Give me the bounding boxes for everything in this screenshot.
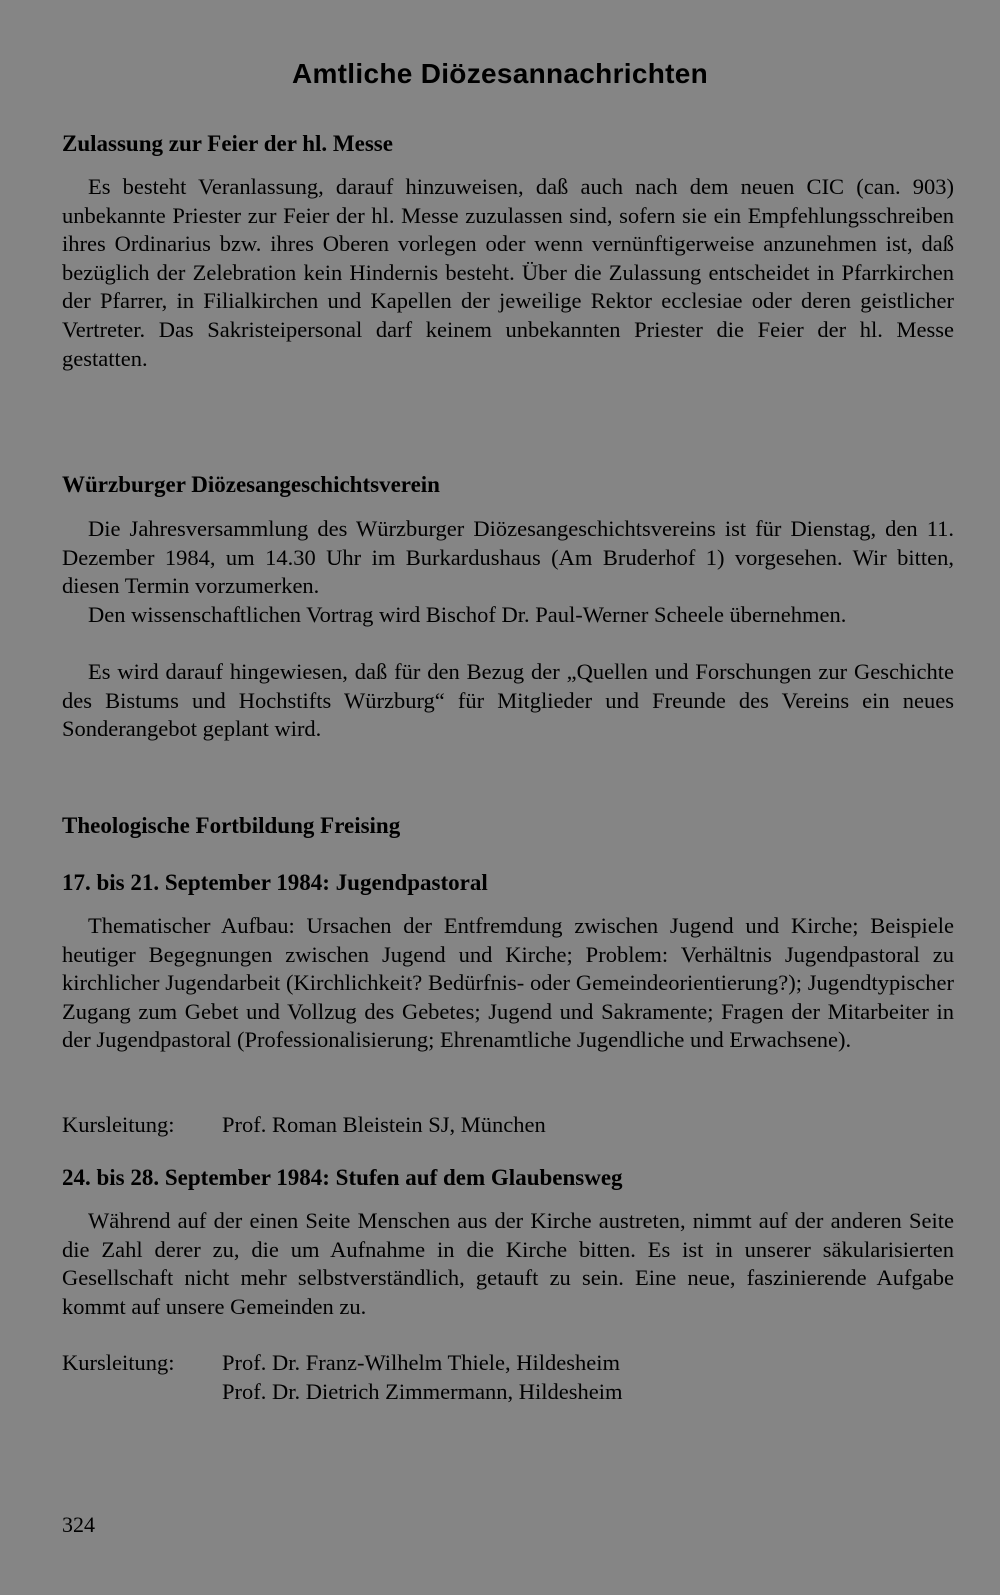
paragraph-course-glaubensweg — [62, 1207, 954, 1321]
section-heading-zulassung: Zulassung zur Feier der hl. Messe — [62, 131, 393, 156]
course-leader-label: Kursleitung: — [62, 1112, 175, 1137]
paragraph-zulassung-text: Es besteht Veranlassung, darauf hinzuweisen, daß auch nach dem neuen CIC (can. 903) unbekannte Priester zur Feier der hl. Messe zuzulassen sind, sofern sie ein Empfehlungsschreiben ihres Ordinarius bzw. ihres Oberen vorlegen oder wenn vernünftigerweise anzunehmen ist, daß bezüglich der Zelebration kein Hindernis besteht. Über die Zulassung entscheidet in Pfarrkirchen der Pfarrer, in Filialkirchen und Kapellen der jeweilige Rektor ecclesiae oder deren geistlicher Vertreter. Das Sakristeipersonal darf keinem unbekannten Priester die Feier der hl. Messe gestatten. — [62, 174, 954, 371]
course-leader-jugendpastoral — [62, 1112, 546, 1138]
paragraph-course-jugendpastoral — [62, 912, 954, 1055]
course-leader-label: Kursleitung: — [62, 1350, 175, 1375]
section-heading-fortbildung: Theologische Fortbildung Freising — [62, 813, 401, 838]
course-leader-name: Prof. Dr. Franz-Wilhelm Thiele, Hildesheim — [222, 1350, 620, 1375]
paragraph-verein-2 — [62, 601, 954, 630]
paragraph-course-glaubensweg-text: Während auf der einen Seite Menschen aus der Kirche austreten, nimmt auf der anderen Seite die Zahl derer zu, die um Aufnahme in die Kirche bitten. Es ist in unserer säkularisierten Gesellschaft nicht mehr selbstverständlich, getauft zu sein. Eine neue, faszinierende Aufgabe kommt auf unsere Gemeinden zu. — [62, 1208, 954, 1319]
page-number: 324 — [62, 1512, 95, 1537]
course-leader-glaubensweg-1 — [62, 1350, 620, 1376]
page-title: Amtliche Diözesannachrichten — [291, 58, 709, 89]
paragraph-verein-1 — [62, 515, 954, 601]
paragraph-zulassung — [62, 173, 954, 373]
course-title-jugendpastoral: 17. bis 21. September 1984: Jugendpastoral — [62, 870, 488, 895]
paragraph-verein-2-text: Den wissenschaftlichen Vortrag wird Bischof Dr. Paul-Werner Scheele übernehmen. — [88, 602, 847, 627]
section-heading-verein: Würzburger Diözesangeschichtsverein — [62, 472, 440, 497]
paragraph-course-jugendpastoral-text: Thematischer Aufbau: Ursachen der Entfremdung zwischen Jugend und Kirche; Beispiele heutiger Begegnungen zwischen Jugend und Kirche; Problem: Verhältnis Jugendpastoral zu kirchlicher Jugendarbeit (Kirchlichkeit? Bedürfnis- oder Gemeindeorientierung?); Jugendtypischer Zugang zum Gebet und Vollzug des Gebetes; Jugend und Sakramente; Fragen der Mitarbeiter in der Jugendpastoral (Professionalisierung; Ehrenamtliche Jugendliche und Erwachsene). — [62, 913, 954, 1053]
course-leader-glaubensweg-2 — [62, 1379, 623, 1405]
course-leader-name: Prof. Roman Bleistein SJ, München — [222, 1112, 546, 1137]
paragraph-verein-1-text: Die Jahresversammlung des Würzburger Diözesangeschichtsvereins ist für Dienstag, den 11. Dezember 1984, um 14.30 Uhr im Burkardushaus (Am Bruderhof 1) vorgesehen. Wir bitten, diesen Termin vorzumerken. — [62, 516, 954, 599]
course-leader-name: Prof. Dr. Dietrich Zimmermann, Hildesheim — [222, 1379, 623, 1404]
paragraph-verein-3-text: Es wird darauf hingewiesen, daß für den Bezug der „Quellen und Forschungen zur Geschichte des Bistums und Hochstifts Würzburg“ für Mitglieder und Freunde des Vereins ein neues Sonderangebot geplant wird. — [62, 659, 954, 742]
paragraph-verein-3 — [62, 658, 954, 744]
course-title-glaubensweg: 24. bis 28. September 1984: Stufen auf dem Glaubensweg — [62, 1165, 623, 1190]
